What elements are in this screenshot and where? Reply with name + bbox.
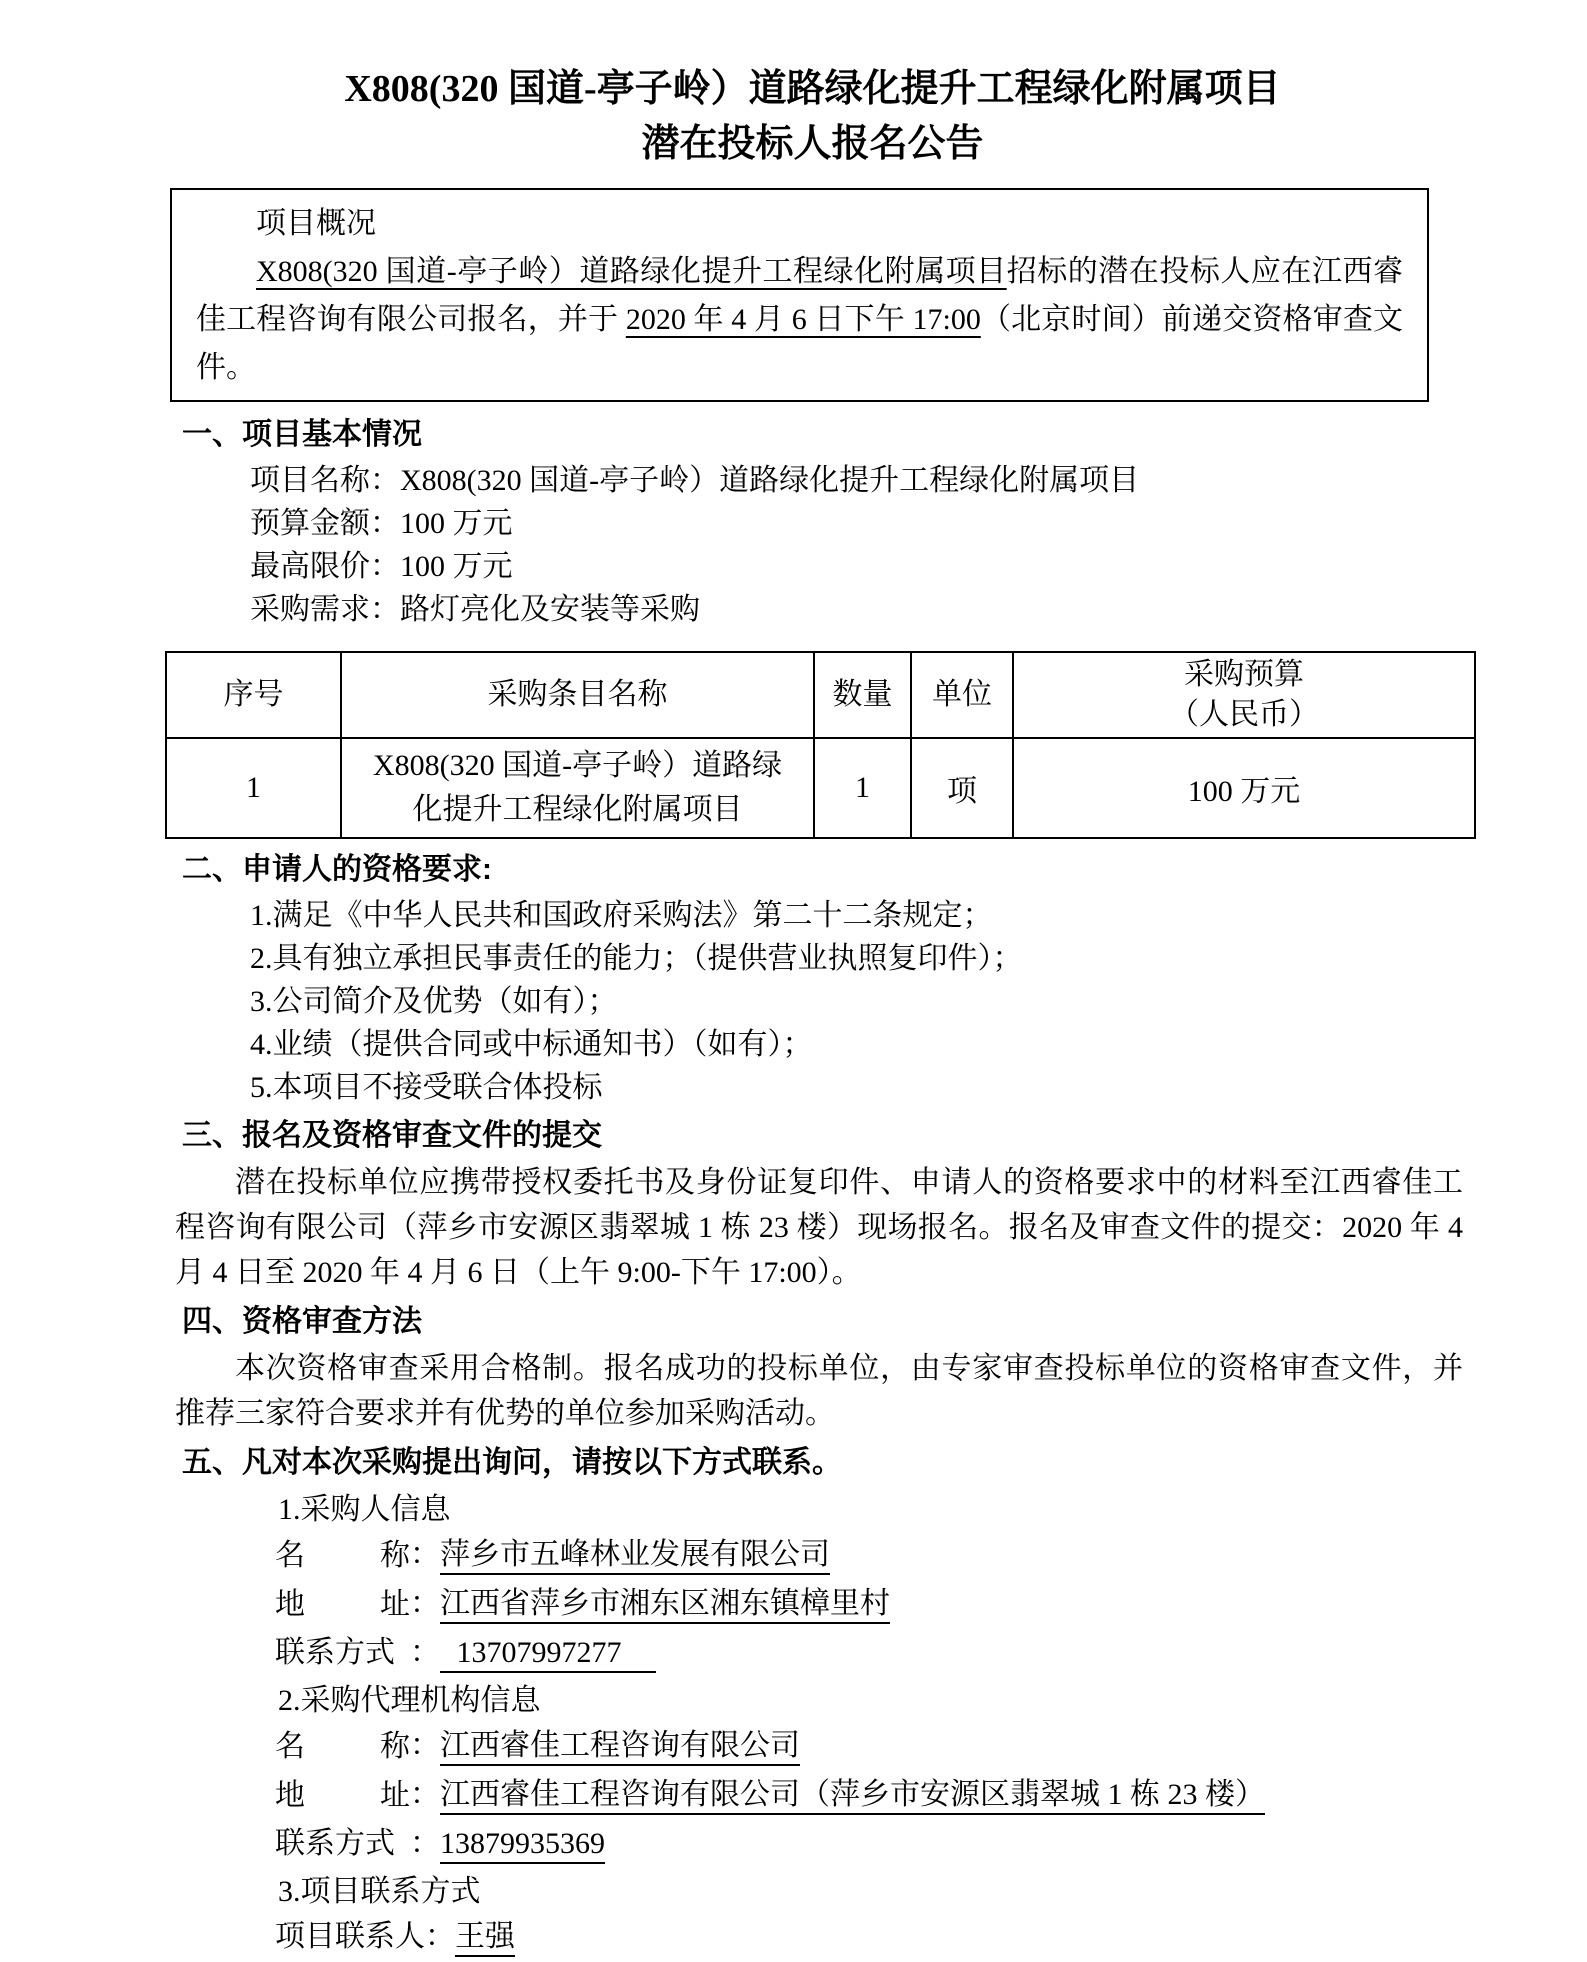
overview-project-name-underlined: X808(320 国道-亭子岭）道路绿化提升工程绿化附属项目: [256, 255, 1007, 288]
qualification-item-4: 4.业绩（提供合同或中标通知书）（如有）；: [250, 1028, 813, 1061]
agency-address-colon: ：: [410, 1778, 440, 1811]
buyer-name-row: [275, 1532, 1475, 1581]
agency-address-label-char2: 址: [380, 1779, 410, 1812]
agency-name-label-char2: 称: [380, 1730, 410, 1763]
agency-name-label-char1: 名: [275, 1730, 305, 1763]
col-header-budget-line2: （人民币）: [1169, 698, 1319, 731]
qualification-item-3: 3.公司简介及优势（如有）；: [250, 985, 618, 1018]
qualification-item-2: 2.具有独立承担民事责任的能力；（提供营业执照复印件）；: [250, 942, 1023, 975]
cell-item-name: X808(320 国道-亭子岭）道路绿化提升工程绿化附属项目: [341, 738, 814, 838]
buyer-name-value: 萍乡市五峰林业发展有限公司: [440, 1538, 830, 1575]
qualification-item-1: 1.满足《中华人民共和国政府采购法》第二十二条规定；: [250, 899, 993, 932]
page-title: [150, 62, 1475, 172]
buyer-name-colon: ：: [410, 1538, 440, 1571]
review-paragraph: 本次资格审查采用合格制。报名成功的投标单位，由专家审查投标单位的资格审查文件，并推荐三家符合要求并有优势的单位参加采购活动。: [175, 1352, 1463, 1430]
agency-info-title: 2.采购代理机构信息: [278, 1684, 541, 1717]
agency-name-value: 江西睿佳工程咨询有限公司: [440, 1729, 800, 1766]
buyer-address-colon: ：: [410, 1587, 440, 1620]
overview-paragraph: [196, 248, 1403, 392]
agency-name-row: [275, 1723, 1475, 1772]
agency-phone-label: 联系方式: [275, 1827, 395, 1860]
col-header-item-name: 采购条目名称: [341, 652, 814, 738]
col-header-budget: [1013, 652, 1475, 738]
buyer-address-label-char1: 地: [275, 1588, 305, 1621]
section-qualification-heading: 二、申请人的资格要求:: [182, 853, 492, 886]
purchase-items-table: [165, 651, 1476, 839]
buyer-address-value: 江西省萍乡市湘东区湘东镇樟里村: [440, 1587, 890, 1624]
buyer-phone-label: 联系方式: [275, 1636, 395, 1669]
basic-item-budget: 预算金额：100 万元: [250, 507, 513, 540]
project-overview-box: [170, 188, 1429, 402]
agency-name-label: [275, 1724, 410, 1769]
buyer-phone-colon: ：: [410, 1636, 440, 1669]
agency-address-value: 江西睿佳工程咨询有限公司（萍乡市安源区翡翠城 1 栋 23 楼）: [440, 1778, 1265, 1815]
table-header-row: [166, 652, 1475, 738]
buyer-phone-value: 13707997277: [440, 1636, 656, 1673]
buyer-info-title: 1.采购人信息: [278, 1493, 451, 1526]
col-header-quantity: 数量: [814, 652, 911, 738]
cell-quantity: 1: [814, 738, 911, 838]
overview-label: 项目概况: [256, 207, 376, 240]
qualification-item-5: 5.本项目不接受联合体投标: [250, 1071, 603, 1104]
agency-address-label-char1: 地: [275, 1779, 305, 1812]
basic-item-price-limit: 最高限价：100 万元: [250, 550, 513, 583]
cell-unit: 项: [911, 738, 1013, 838]
agency-phone-value: 13879935369: [440, 1827, 605, 1864]
basic-item-requirement: 采购需求：路灯亮化及安装等采购: [250, 593, 700, 626]
agency-address-label: [275, 1773, 410, 1818]
cell-budget: 100 万元: [1013, 738, 1475, 838]
overview-deadline-underlined: 2020 年 4 月 6 日下午 17:00: [625, 303, 981, 336]
overview-text-mid: 招标的潜在投标人应在江西睿佳工程咨询有限公司报名，并于: [196, 255, 1404, 336]
buyer-address-label: [275, 1582, 410, 1627]
buyer-phone-row: [275, 1630, 1475, 1678]
section-submission-heading: 三、报名及资格审查文件的提交: [182, 1119, 602, 1152]
overview-text-end: （北京时间）前递交资格审查文件。: [196, 303, 1403, 384]
submission-paragraph: 潜在投标单位应携带授权委托书及身份证复印件、申请人的资格要求中的材料至江西睿佳工程咨询有限公司（萍乡市安源区翡翠城 1 栋 23 楼）现场报名。报名及审查文件的提交：2020 年 4 月 4 日至 2020 年 4 月 6 日（上午 9:00-下午 17:00）。: [175, 1166, 1463, 1289]
page-title-line2: 潜在投标人报名公告: [641, 123, 984, 165]
cell-index: 1: [166, 738, 341, 838]
agency-phone-colon: ：: [410, 1827, 440, 1860]
project-contact-colon: ：: [425, 1920, 455, 1953]
basic-item-project-name: 项目名称：X808(320 国道-亭子岭）道路绿化提升工程绿化附属项目: [250, 464, 1140, 497]
section-contact-heading: 五、凡对本次采购提出询问，请按以下方式联系。: [182, 1446, 842, 1479]
buyer-address-row: [275, 1581, 1475, 1630]
buyer-name-label-char1: 名: [275, 1539, 305, 1572]
col-header-budget-line1: 采购预算: [1184, 658, 1304, 691]
buyer-name-label: [275, 1533, 410, 1578]
section-basic-heading: 一、项目基本情况: [182, 418, 422, 451]
project-contact-row: [275, 1914, 1475, 1962]
buyer-name-label-char2: 称: [380, 1539, 410, 1572]
project-contact-label: 项目联系人: [275, 1920, 425, 1953]
page-title-line1: X808(320 国道-亭子岭）道路绿化提升工程绿化附属项目: [344, 68, 1281, 110]
project-contact-name-value: 王强: [455, 1920, 515, 1957]
table-row: [166, 738, 1475, 838]
project-contact-title: 3.项目联系方式: [278, 1875, 481, 1908]
agency-name-colon: ：: [410, 1729, 440, 1762]
col-header-unit: 单位: [911, 652, 1013, 738]
col-header-index: 序号: [166, 652, 341, 738]
agency-phone-row: [275, 1821, 1475, 1869]
agency-address-row: [275, 1772, 1475, 1821]
buyer-address-label-char2: 址: [380, 1588, 410, 1621]
section-review-heading: 四、资格审查方法: [182, 1305, 422, 1338]
